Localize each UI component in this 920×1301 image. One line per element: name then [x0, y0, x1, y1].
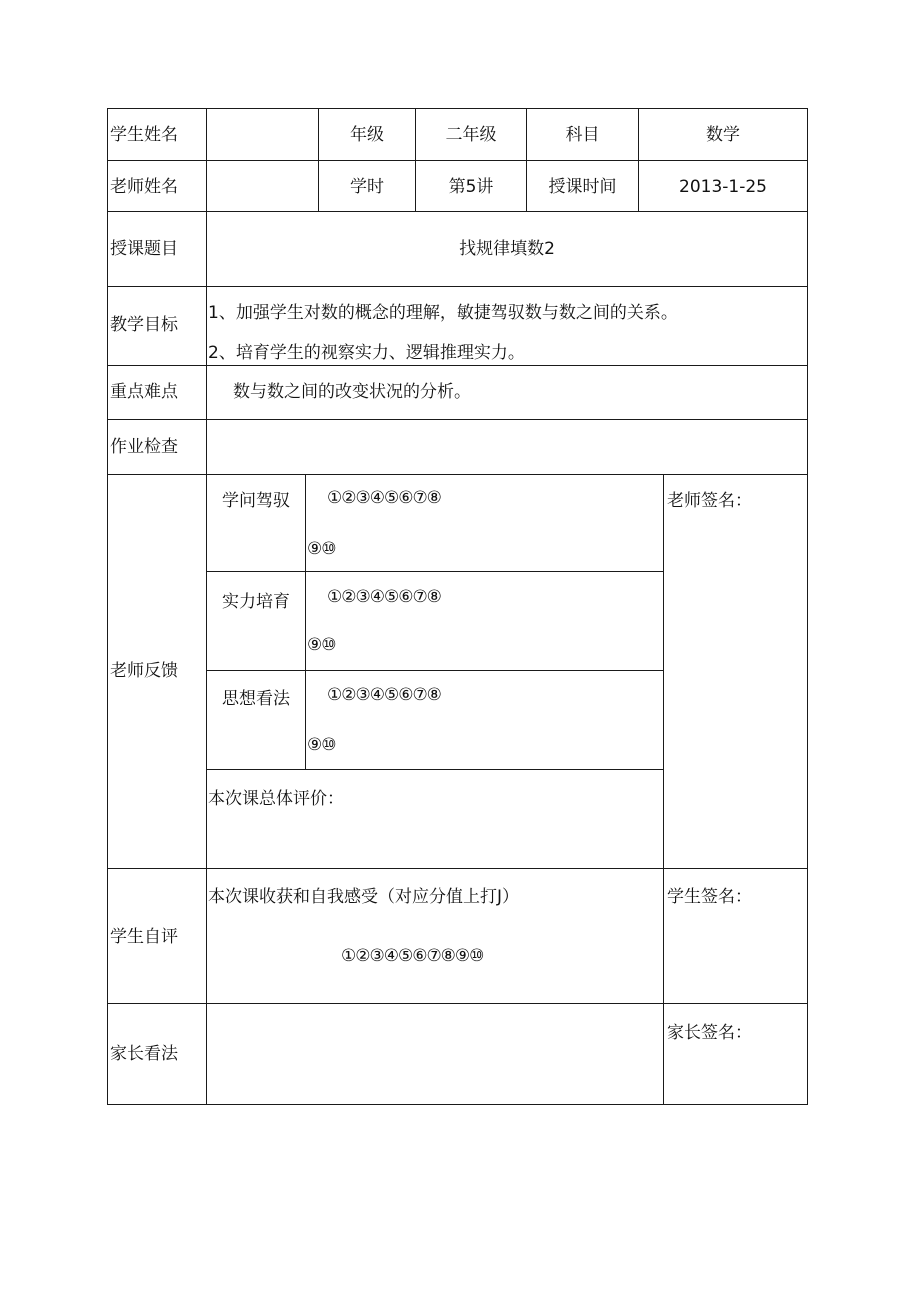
- row-divider: [107, 365, 808, 366]
- student-name-value[interactable]: [207, 124, 318, 146]
- row-divider: [107, 211, 808, 212]
- topic-value: 找规律填数2: [459, 239, 555, 259]
- feedback-label: 老师反馈: [110, 661, 178, 681]
- subject-label: 科目: [565, 125, 600, 145]
- row-divider: [107, 419, 808, 420]
- topic-label: 授课题目: [110, 239, 178, 259]
- table-border-right: [807, 108, 808, 1105]
- objectives-label: 教学目标: [110, 315, 178, 335]
- feedback-item-label: 思想看法: [222, 689, 290, 709]
- row-divider: [206, 769, 664, 770]
- subject-value: 数学: [706, 125, 740, 145]
- objective-item: 1、加强学生对数的概念的理解，敏捷驾驭数与数之间的关系。: [208, 303, 678, 323]
- row-divider: [107, 160, 808, 161]
- row-divider: [206, 670, 664, 671]
- row-divider: [107, 286, 808, 287]
- parent-signature-label: 家长签名：: [667, 1023, 752, 1043]
- rating-scale[interactable]: ⑨⑩: [307, 735, 336, 755]
- overall-evaluation-label: 本次课总体评价：: [208, 789, 344, 809]
- self-eval-scale[interactable]: ①②③④⑤⑥⑦⑧⑨⑩: [341, 946, 484, 966]
- key-points-value: 数与数之间的改变状况的分析。: [233, 382, 471, 402]
- key-points-label: 重点难点: [110, 382, 178, 402]
- grade-label: 年级: [350, 125, 384, 145]
- rating-scale[interactable]: ①②③④⑤⑥⑦⑧: [327, 488, 441, 508]
- row-divider: [107, 474, 808, 475]
- teacher-signature-label: 老师签名：: [667, 491, 752, 511]
- rating-scale[interactable]: ①②③④⑤⑥⑦⑧: [327, 587, 441, 607]
- hours-label: 学时: [350, 177, 384, 197]
- rating-scale[interactable]: ⑨⑩: [307, 635, 336, 655]
- table-border-top: [107, 108, 808, 109]
- homework-label: 作业检查: [110, 437, 178, 457]
- teacher-name-label: 老师姓名: [110, 177, 178, 197]
- class-time-label: 授课时间: [548, 177, 617, 197]
- student-name-label: 学生姓名: [110, 125, 178, 145]
- teacher-name-value[interactable]: [207, 176, 318, 198]
- student-signature-label: 学生签名：: [667, 887, 752, 907]
- self-eval-prompt: 本次课收获和自我感受（对应分值上打J）: [208, 887, 520, 907]
- table-border-left: [107, 108, 108, 1105]
- row-divider: [107, 868, 808, 869]
- hours-value: 第5讲: [448, 177, 494, 197]
- parent-opinion-label: 家长看法: [110, 1044, 178, 1064]
- objective-item: 2、培育学生的视察实力、逻辑推理实力。: [208, 343, 525, 363]
- column-divider: [305, 474, 306, 769]
- column-divider: [663, 474, 664, 1105]
- feedback-item-label: 实力培育: [222, 592, 290, 612]
- self-eval-label: 学生自评: [110, 927, 178, 947]
- grade-value: 二年级: [445, 125, 497, 145]
- table-border-bottom: [107, 1104, 808, 1105]
- row-divider: [206, 571, 664, 572]
- row-divider: [107, 1003, 808, 1004]
- rating-scale[interactable]: ⑨⑩: [307, 539, 336, 559]
- rating-scale[interactable]: ①②③④⑤⑥⑦⑧: [327, 685, 441, 705]
- feedback-item-label: 学问驾驭: [222, 491, 290, 511]
- class-time-value: 2013-1-25: [679, 177, 767, 197]
